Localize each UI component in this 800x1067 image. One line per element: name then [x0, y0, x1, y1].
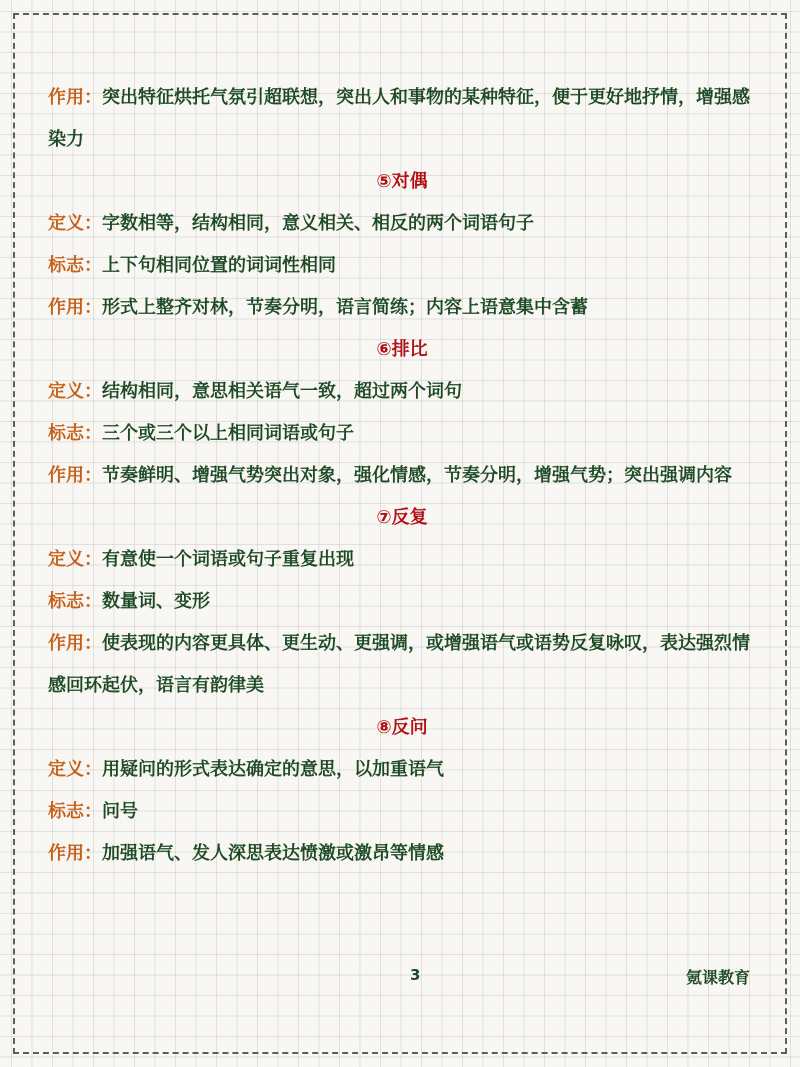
section-heading-fanfu: ⑦反复	[376, 507, 428, 528]
intro-effect-text: 突出特征烘托气氛引超联想，突出人和事物的某种特征，便于更好地抒情，增强感染力	[48, 87, 750, 150]
intro-effect-line	[48, 77, 756, 161]
paibi-definition-text: 结构相同，意思相关语气一致，超过两个词句	[102, 381, 462, 402]
section-heading-fanwen: ⑧反问	[376, 717, 428, 738]
duiou-effect-line	[48, 287, 756, 329]
fanfu-effect-line	[48, 623, 756, 707]
duiou-marker-text: 上下句相同位置的词词性相同	[102, 255, 336, 276]
fanwen-definition-text: 用疑问的形式表达确定的意思，以加重语气	[102, 759, 444, 780]
section-heading-duiou: ⑤对偶	[376, 171, 428, 192]
fanwen-effect-label: 作用：	[48, 843, 102, 864]
section-heading-paibi: ⑥排比	[376, 339, 428, 360]
paibi-marker-label: 标志：	[48, 423, 102, 444]
fanfu-definition-text: 有意使一个词语或句子重复出现	[102, 549, 354, 570]
duiou-marker-label: 标志：	[48, 255, 102, 276]
brand-name: 氪课教育	[686, 968, 751, 987]
paibi-marker-text: 三个或三个以上相同词语或句子	[102, 423, 354, 444]
fanfu-marker-line	[48, 581, 756, 623]
page-number: 3	[410, 966, 421, 984]
fanwen-marker-text: 问号	[102, 801, 138, 822]
content-area	[48, 77, 756, 875]
fanwen-marker-label: 标志：	[48, 801, 102, 822]
paibi-effect-text: 节奏鲜明、增强气势突出对象，强化情感，节奏分明，增强气势；突出强调内容	[102, 465, 732, 486]
fanwen-definition-line	[48, 749, 756, 791]
paibi-definition-label: 定义：	[48, 381, 102, 402]
duiou-definition-line	[48, 203, 756, 245]
duiou-definition-text: 字数相等，结构相同，意义相关、相反的两个词语句子	[102, 213, 534, 234]
intro-effect-label: 作用：	[48, 87, 102, 108]
paibi-effect-label: 作用：	[48, 465, 102, 486]
duiou-marker-line	[48, 245, 756, 287]
fanfu-definition-line	[48, 539, 756, 581]
fanfu-definition-label: 定义：	[48, 549, 102, 570]
paibi-effect-line	[48, 455, 756, 497]
fanwen-marker-line	[48, 791, 756, 833]
fanfu-effect-text: 使表现的内容更具体、更生动、更强调，或增强语气或语势反复咏叹，表达强烈情感回环起伏，语言有韵律美	[48, 633, 750, 696]
paibi-definition-line	[48, 371, 756, 413]
duiou-effect-label: 作用：	[48, 297, 102, 318]
fanfu-marker-text: 数量词、变形	[102, 591, 210, 612]
fanwen-effect-text: 加强语气、发人深思表达愤激或激昂等情感	[102, 843, 444, 864]
duiou-definition-label: 定义：	[48, 213, 102, 234]
paibi-marker-line	[48, 413, 756, 455]
fanfu-marker-label: 标志：	[48, 591, 102, 612]
fanwen-definition-label: 定义：	[48, 759, 102, 780]
fanwen-effect-line	[48, 833, 756, 875]
duiou-effect-text: 形式上整齐对林，节奏分明，语言简练；内容上语意集中含蓄	[102, 297, 588, 318]
fanfu-effect-label: 作用：	[48, 633, 102, 654]
